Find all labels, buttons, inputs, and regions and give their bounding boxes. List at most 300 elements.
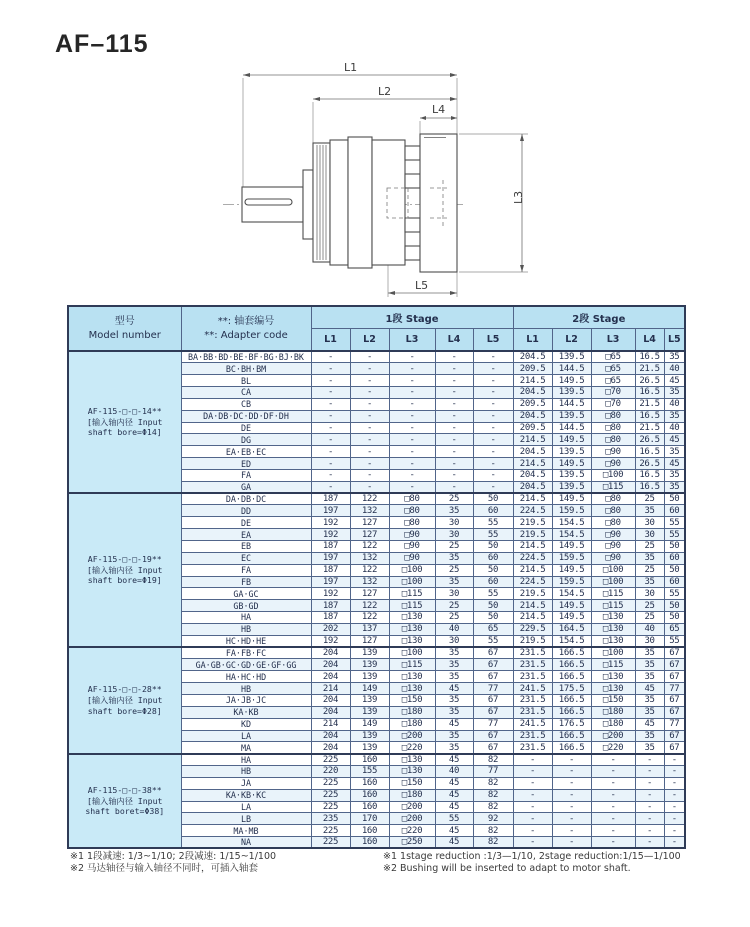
dim-value-cell: 35 [435,742,473,754]
dim-value-cell: 25 [435,612,473,624]
page-title: AF–115 [55,30,149,58]
dim-value-cell: 127 [350,529,389,541]
adapter-code-cell: DA·DB·DC·DD·DF·DH [181,410,311,422]
dim-value-cell: - [389,387,435,399]
dim-value-cell: - [635,789,664,801]
dim-value-cell: 35 [435,552,473,564]
footnote-en-2: ※2 Bushing will be inserted to adapt to motor shaft. [383,862,631,874]
adapter-code-cell: LA [181,801,311,813]
adapter-code-cell: KA·KB·KC [181,789,311,801]
footnote-cn-1: ※1 1段减速: 1/3~1/10; 2段减速: 1/15~1/100 [70,851,277,862]
dim-value-cell: 26.5 [635,434,664,446]
dim-value-cell: 60 [473,505,513,517]
spec-table-header [68,306,685,351]
adapter-code-cell: CA [181,387,311,399]
dim-value-cell: 187 [311,564,350,576]
dim-value-cell: 166.5 [552,730,591,742]
spec-table-container [67,305,686,849]
dim-value-cell: 139 [350,659,389,671]
dim-value-cell: □65 [591,375,635,387]
dim-value-cell: 21.5 [635,363,664,375]
dim-value-cell: 45 [435,754,473,766]
dim-value-cell: 40 [664,422,685,434]
model-cell-line: [输入轴内径 Input [87,416,163,427]
dim-value-cell: - [311,375,350,387]
adapter-code-cell: KD [181,718,311,730]
dim-value-cell: 45 [635,718,664,730]
dim-value-cell: - [552,801,591,813]
adapter-code-cell: JA·JB·JC [181,694,311,706]
gear-housing-collar [348,137,372,268]
dim-value-cell: 45 [635,683,664,695]
shaft-step [303,170,313,239]
footnote-en-1: ※1 1stage reduction :1/3—1/10, 2stage reduction:1/15—1/100 [383,851,681,862]
adapter-code-cell: HB [181,683,311,695]
dim-value-cell: 214.5 [513,600,552,612]
dim-value-cell: 35 [635,552,664,564]
dim-value-cell: □100 [389,564,435,576]
dim-value-cell: 204 [311,742,350,754]
dim-value-cell: 16.5 [635,387,664,399]
dim-value-cell: □80 [389,493,435,505]
adapter-code-cell: MA [181,742,311,754]
dim-value-cell: 137 [350,623,389,635]
dim-value-cell: 25 [435,493,473,505]
dim-value-cell: 55 [473,635,513,647]
dim-value-cell: 35 [635,505,664,517]
dim-value-cell: - [473,410,513,422]
model-cell [68,493,181,647]
dimension-L1 [243,61,457,77]
dim-value-cell: - [350,363,389,375]
dim-value-cell: □90 [389,529,435,541]
dim-value-cell: □200 [389,813,435,825]
dim-value-cell: - [389,410,435,422]
header-s2-l4: L4 [635,329,664,352]
dim-value-cell: 219.5 [513,517,552,529]
dim-label-l3: L3 [512,190,525,204]
dim-value-cell: 139.5 [552,351,591,363]
dim-value-cell: 122 [350,612,389,624]
dim-value-cell: 149.5 [552,434,591,446]
dim-value-cell: 160 [350,837,389,849]
dim-value-cell: 35 [635,647,664,659]
dim-value-cell: □130 [389,766,435,778]
dim-value-cell: □80 [591,505,635,517]
dim-value-cell: □130 [591,635,635,647]
dim-value-cell: - [350,481,389,493]
dim-value-cell: □180 [591,718,635,730]
dim-value-cell: 187 [311,612,350,624]
adapter-code-cell: NA [181,837,311,849]
adapter-code-cell: GB·GD [181,600,311,612]
dim-value-cell: 35 [635,730,664,742]
dim-value-cell: - [311,410,350,422]
dim-value-cell: □80 [389,517,435,529]
dim-value-cell: 55 [664,517,685,529]
dim-value-cell: 65 [473,623,513,635]
adapter-code-cell: BL [181,375,311,387]
dim-value-cell: 225 [311,754,350,766]
dim-value-cell: 67 [664,706,685,718]
dim-value-cell: □80 [591,493,635,505]
dim-value-cell: 67 [473,694,513,706]
dim-label-l4: L4 [432,103,446,116]
dim-value-cell: 241.5 [513,718,552,730]
adapter-code-cell: HB [181,623,311,635]
dim-value-cell: 139.5 [552,481,591,493]
dim-value-cell: 65 [664,623,685,635]
dim-value-cell: 82 [473,754,513,766]
model-cell [68,647,181,754]
dim-value-cell: 192 [311,529,350,541]
dim-value-cell: 204.5 [513,410,552,422]
header-model-en: Model number [88,329,161,341]
dim-value-cell: 219.5 [513,588,552,600]
dim-value-cell: □180 [389,706,435,718]
dim-value-cell: 204.5 [513,446,552,458]
dim-value-cell: - [513,813,552,825]
dim-value-cell: 35 [435,576,473,588]
table-row [68,351,685,363]
dim-value-cell: 219.5 [513,529,552,541]
dim-value-cell: 214.5 [513,564,552,576]
adapter-code-cell: MA·MB [181,825,311,837]
dim-value-cell: □180 [389,789,435,801]
dim-value-cell: - [389,469,435,481]
dim-value-cell: 35 [664,481,685,493]
clamp-tab [405,146,420,160]
table-row [68,493,685,505]
dim-value-cell: 35 [435,647,473,659]
dim-value-cell: - [473,398,513,410]
table-row [68,754,685,766]
dim-value-cell: - [473,458,513,470]
adapter-code-cell: DD [181,505,311,517]
dim-value-cell: - [435,481,473,493]
dim-value-cell: - [664,837,685,849]
model-cell-line: shaft bore=Φ19] [87,575,162,586]
dim-value-cell: 50 [664,564,685,576]
adapter-code-cell: EA [181,529,311,541]
dim-value-cell: 132 [350,576,389,588]
model-cell [68,754,181,849]
dim-value-cell: 214.5 [513,434,552,446]
dimension-L2 [313,85,457,101]
dim-value-cell: 45 [435,718,473,730]
dim-value-cell: 144.5 [552,422,591,434]
dim-value-cell: 35 [664,446,685,458]
adapter-code-cell: CB [181,398,311,410]
dim-value-cell: 45 [435,801,473,813]
dim-value-cell: □130 [591,671,635,683]
dim-value-cell: 139.5 [552,387,591,399]
dim-value-cell: 35 [435,730,473,742]
spec-table [67,305,686,849]
clamp-tab [405,218,420,232]
dim-value-cell: 55 [473,517,513,529]
dim-value-cell: 35 [435,671,473,683]
adapter-code-cell: EB [181,541,311,553]
dim-value-cell: 204.5 [513,469,552,481]
dim-value-cell: 45 [435,837,473,849]
header-s1-l3: L3 [389,329,435,352]
dim-value-cell: □80 [591,410,635,422]
dimension-L3 [512,134,525,272]
adapter-code-cell: BA·BB·BD·BE·BF·BG·BJ·BK [181,351,311,363]
dim-value-cell: 25 [435,541,473,553]
dim-value-cell: 77 [664,718,685,730]
dim-value-cell: 214 [311,718,350,730]
dim-value-cell: 127 [350,517,389,529]
dim-value-cell: 45 [435,777,473,789]
dim-value-cell: 154.5 [552,517,591,529]
dim-value-cell: 231.5 [513,659,552,671]
dim-value-cell: □80 [591,434,635,446]
dim-value-cell: - [435,422,473,434]
model-cell-line: AF-115-□-□-28** [87,684,162,695]
adapter-code-cell: EC [181,552,311,564]
dim-value-cell: 30 [635,588,664,600]
dim-value-cell: 139 [350,671,389,683]
dim-value-cell: - [435,398,473,410]
dim-value-cell: 214 [311,683,350,695]
dim-value-cell: 50 [473,564,513,576]
dim-value-cell: □90 [591,446,635,458]
header-adapter-cn: **: 轴套编号 [217,315,275,327]
dim-value-cell: 160 [350,789,389,801]
dim-value-cell: 166.5 [552,671,591,683]
dim-value-cell: - [311,446,350,458]
dim-value-cell: - [311,434,350,446]
dim-value-cell: - [635,754,664,766]
adapter-code-cell: HC·HD·HE [181,635,311,647]
dim-value-cell: □70 [591,387,635,399]
dim-value-cell: 40 [664,398,685,410]
dim-value-cell: □115 [591,600,635,612]
dim-value-cell: 149.5 [552,493,591,505]
dim-value-cell: 139 [350,694,389,706]
dim-value-cell: 204 [311,659,350,671]
adapter-code-cell: LA [181,730,311,742]
adapter-code-cell: FA [181,469,311,481]
dim-value-cell: 192 [311,588,350,600]
dim-value-cell: 50 [473,493,513,505]
dim-value-cell: - [513,766,552,778]
dim-value-cell: - [591,801,635,813]
dim-value-cell: - [435,434,473,446]
dim-value-cell: - [389,398,435,410]
dim-value-cell: 139 [350,706,389,718]
dim-value-cell: □90 [389,552,435,564]
adapter-code-cell: DE [181,517,311,529]
dim-value-cell: 16.5 [635,469,664,481]
clamp-tab [405,246,420,260]
dim-value-cell: - [435,375,473,387]
dim-value-cell: 55 [473,588,513,600]
dim-label-l2: L2 [378,85,392,98]
dim-value-cell: - [552,825,591,837]
dim-value-cell: 219.5 [513,635,552,647]
dim-value-cell: - [389,351,435,363]
dim-value-cell: - [350,469,389,481]
dim-value-cell: 60 [473,552,513,564]
dim-value-cell: 30 [435,529,473,541]
dim-value-cell: - [591,777,635,789]
footnote-cn-2: ※2 马达轴径与输入轴径不同时，可插入轴套 [70,862,259,874]
dim-value-cell: □100 [591,469,635,481]
dim-value-cell: 25 [635,564,664,576]
gear-housing-rear [372,140,405,265]
dim-value-cell: 197 [311,505,350,517]
dim-value-cell: - [473,351,513,363]
dim-value-cell: - [311,351,350,363]
dim-value-cell: 192 [311,517,350,529]
adapter-code-cell: BC·BH·BM [181,363,311,375]
dim-value-cell: - [513,837,552,849]
dim-value-cell: □220 [389,825,435,837]
dim-value-cell: 26.5 [635,458,664,470]
dim-value-cell: 144.5 [552,398,591,410]
dim-value-cell: - [664,825,685,837]
dim-value-cell: 25 [635,493,664,505]
dim-value-cell: 40 [664,363,685,375]
adapter-code-cell: HA [181,612,311,624]
dim-value-cell: - [635,837,664,849]
dim-value-cell: - [311,422,350,434]
dim-value-cell: 60 [664,505,685,517]
dim-value-cell: □200 [591,730,635,742]
dim-value-cell: □100 [591,576,635,588]
dim-value-cell: 25 [635,600,664,612]
dim-value-cell: 35 [664,387,685,399]
dim-value-cell: □130 [389,671,435,683]
dim-value-cell: 231.5 [513,706,552,718]
model-cell-line: AF-115-□-□-19** [87,554,162,565]
dim-value-cell: - [552,789,591,801]
dim-value-cell: 241.5 [513,683,552,695]
dim-value-cell: □130 [389,683,435,695]
dim-value-cell: 155 [350,766,389,778]
dim-value-cell: 209.5 [513,422,552,434]
dim-value-cell: □150 [389,777,435,789]
dim-value-cell: 214.5 [513,375,552,387]
dim-value-cell: - [591,789,635,801]
header-model [68,306,181,351]
dim-value-cell: 82 [473,825,513,837]
dim-value-cell: 160 [350,801,389,813]
dim-value-cell: □115 [591,659,635,671]
dim-value-cell: 50 [473,541,513,553]
dim-value-cell: 35 [435,505,473,517]
dim-value-cell: 225 [311,789,350,801]
dim-value-cell: - [591,837,635,849]
dim-value-cell: 50 [664,541,685,553]
dim-value-cell: - [473,434,513,446]
header-s1-l2: L2 [350,329,389,352]
dim-value-cell: - [635,777,664,789]
dim-value-cell: - [552,777,591,789]
dim-value-cell: 16.5 [635,446,664,458]
dim-value-cell: - [591,825,635,837]
shaft-keyway [245,199,292,205]
dim-value-cell: - [591,754,635,766]
dim-value-cell: 192 [311,635,350,647]
dim-value-cell: 187 [311,600,350,612]
dim-value-cell: □200 [389,730,435,742]
gearbox-dimension-drawing [215,52,560,307]
dim-value-cell: - [664,789,685,801]
dim-value-cell: 149.5 [552,612,591,624]
dim-value-cell: 50 [473,612,513,624]
dim-value-cell: 204.5 [513,387,552,399]
dim-value-cell: 225 [311,777,350,789]
dim-value-cell: 204 [311,694,350,706]
dim-value-cell: □150 [591,694,635,706]
dim-value-cell: - [552,766,591,778]
model-cell-line: [输入轴内径 Input [87,695,163,706]
dim-value-cell: □80 [591,517,635,529]
dim-value-cell: - [635,801,664,813]
dim-value-cell: □130 [591,623,635,635]
dim-value-cell: - [635,766,664,778]
dim-value-cell: 50 [664,493,685,505]
dim-value-cell: - [664,754,685,766]
dim-value-cell: □90 [591,552,635,564]
dim-value-cell: 35 [664,351,685,363]
dim-value-cell: 204 [311,671,350,683]
dim-value-cell: □115 [389,659,435,671]
dim-value-cell: 25 [635,612,664,624]
adapter-code-cell: KA·KB [181,706,311,718]
dim-value-cell: 30 [435,517,473,529]
dim-value-cell: □220 [591,742,635,754]
dim-value-cell: 154.5 [552,588,591,600]
dim-value-cell: - [552,754,591,766]
dim-value-cell: □80 [389,505,435,517]
header-s1-l5: L5 [473,329,513,352]
dim-value-cell: 122 [350,493,389,505]
dim-value-cell: 35 [664,469,685,481]
dim-value-cell: □65 [591,351,635,363]
dim-value-cell: □200 [389,801,435,813]
adapter-code-cell: HB [181,766,311,778]
model-cell-line: [输入轴内径 Input [87,795,163,806]
model-cell-line: shaft bore=Φ14] [87,427,162,438]
model-cell-line: AF-115-□-□-38** [87,785,162,796]
dim-value-cell: 67 [664,659,685,671]
dim-value-cell: - [389,434,435,446]
adapter-code-cell: DA·DB·DC [181,493,311,505]
dim-value-cell: 16.5 [635,351,664,363]
dim-value-cell: 77 [664,683,685,695]
dim-value-cell: 149.5 [552,600,591,612]
adapter-code-cell: FA [181,564,311,576]
dim-value-cell: 55 [664,588,685,600]
header-s1-l1: L1 [311,329,350,352]
dim-value-cell: 25 [435,600,473,612]
header-adapter-en: **: Adapter code [204,329,288,341]
dim-value-cell: - [350,351,389,363]
dim-value-cell: - [389,446,435,458]
dim-value-cell: 209.5 [513,398,552,410]
dim-value-cell: 67 [473,742,513,754]
dim-value-cell: - [389,481,435,493]
dim-value-cell: 67 [664,647,685,659]
dim-value-cell: - [350,387,389,399]
dim-value-cell: 25 [435,564,473,576]
dim-value-cell: □115 [591,588,635,600]
